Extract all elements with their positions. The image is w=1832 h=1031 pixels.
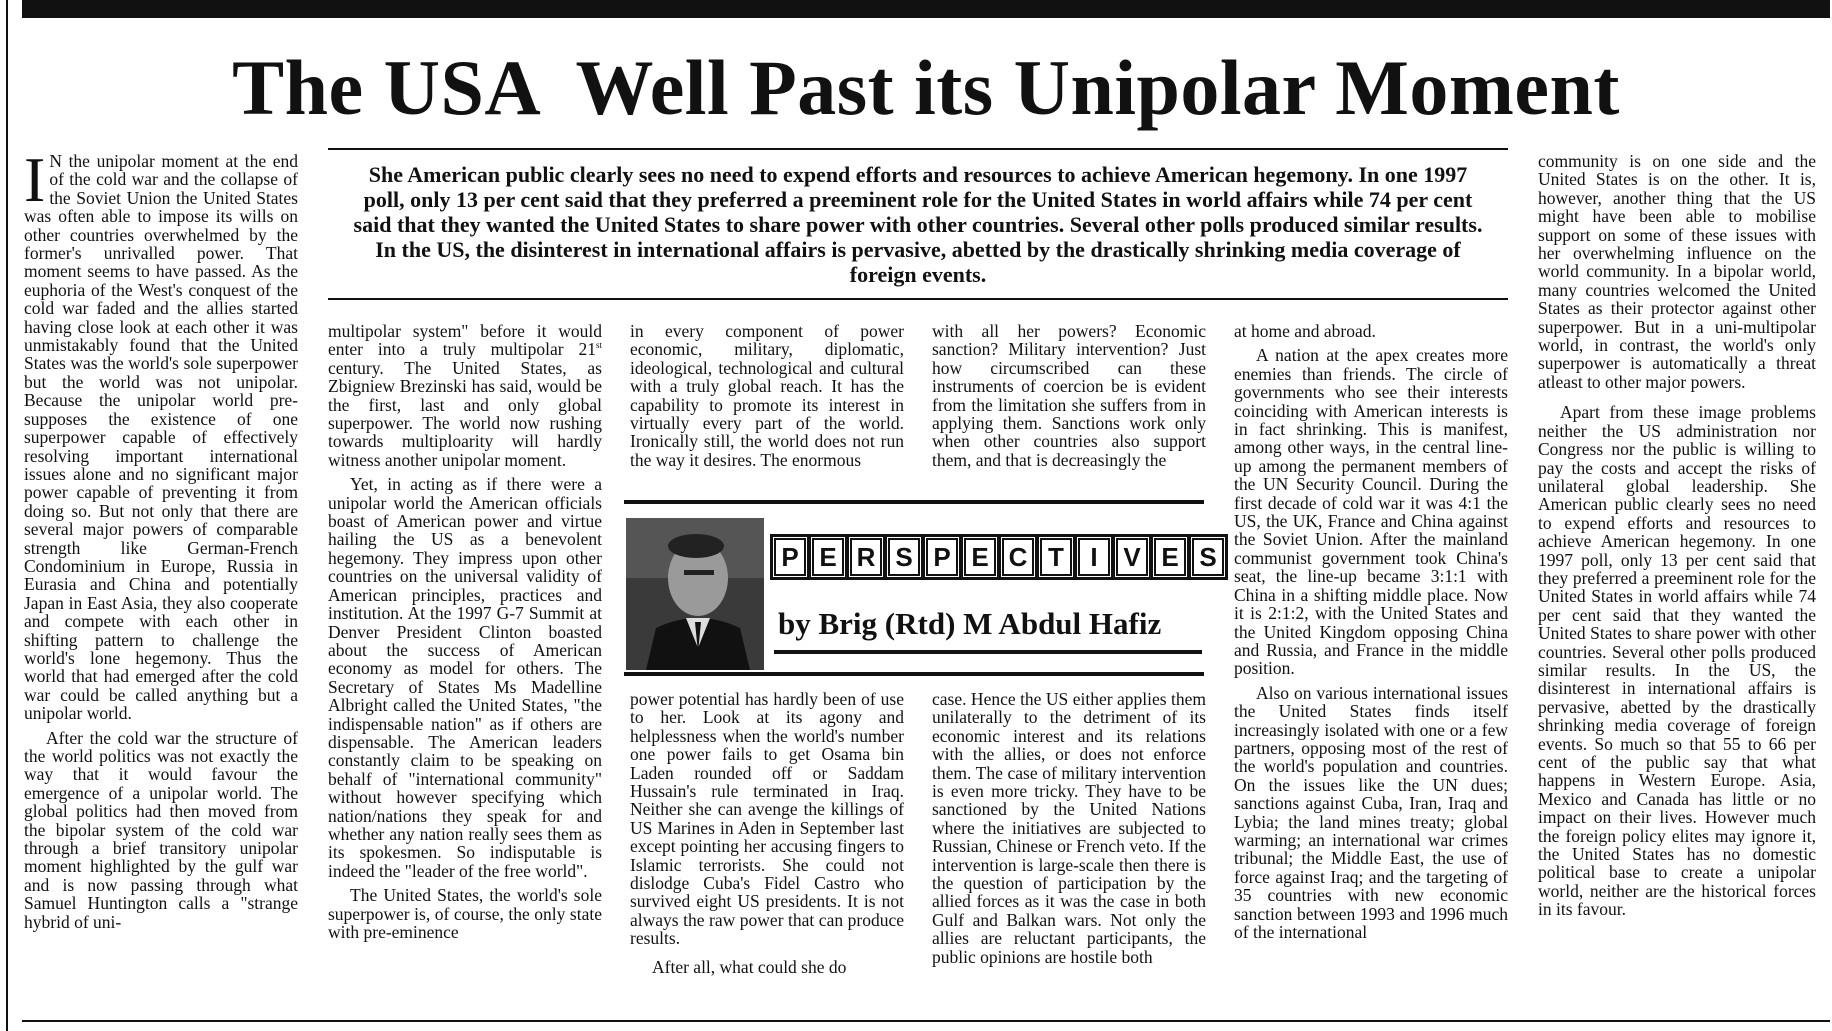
- author-photo: [626, 518, 764, 670]
- paragraph: Apart from these image problems neither the US administration nor Congress nor the public is willing to pay the costs and accept the risks of unilateral global leadership. She American public clearly sees no need to expend efforts and resources to achieve American hegemony. In one 1997 poll, only 13 per cent said that they preferred a preeminent role for the United States in world affairs while 74 per cent said that they wanted the United States to share power with other countries. Several other polls produced similar results. In the US, the disinterest in international affairs is pervasive, abetted by the drastically shrinking media coverage of foreign events. So much so that 55 to 66 per cent of the public say that what happens in Western Europe. Asia, Mexico and Canada has little or no impact on their lives. However much the foreign policy elites may ignore it, the United States has no domestic political base to create a unipolar world, neither are the historical forces in its favour.: [1538, 402, 1816, 920]
- paragraph: community is on one side and the United States is on the other. It is, however, another thing that the US might have been able to mobilise support on some of these issues with her overwhelming influence on the world community. In a bipolar world, many countries welcomed the United States as their protector against other superpower. But in a uni-multipolar world, in contrast, the world's only superpower is automatically a threat atleast to other major powers.: [1538, 152, 1816, 392]
- paragraph: N the unipolar moment at the end of the cold war and the collapse of the Soviet Union the United States was often able to impose its wills on other countries overwhelmed by the former's unrivalled power. That moment seems to have passed. As the euphoria of the West's conquest of the cold war faded and the allies started having close look at each other it was unmistakably found that the United States was the world's sole superpower but the world was not unipolar. Because the unipolar world pre-supposes the existence of one superpower capable of effectively resolving important international issues alone and no significant major power capable of preventing it from doing so. But not only that there are several major powers of comparable strength like German-French Condominium in Europe, Russia in Eurasia and China and potentially Japan in East Asia, they also cooperate and compete with each other in shifting pattern to challenge the world's lone hegemony. Thus the world that had emerged after the cold war could be called anything but a unipolar world.: [24, 152, 298, 724]
- section-letter: E: [1154, 538, 1186, 576]
- column-3-bottom: [630, 690, 904, 1014]
- section-letter: V: [1116, 538, 1148, 576]
- paragraph: century. The United States, as Zbigniew Brezinski has said, would be the first, last and only global superpower. The world now rushing towards multiploarity will hardly witness another unipolar moment.: [328, 357, 602, 470]
- page-left-rule: [6, 0, 8, 1031]
- top-bar: [22, 0, 1830, 18]
- section-letter: E: [964, 538, 996, 576]
- section-letter: P: [926, 538, 958, 576]
- paragraph: The United States, the world's sole superpower is, of course, the only state with pre-eminence: [328, 885, 602, 942]
- perspectives-title: [774, 538, 1230, 576]
- paragraph: with all her powers? Economic sanction? Military intervention? Just how circumscribed can these instruments of coercion be is evident from the limitation she suffers from in applying them. Sanctions work only when other countries also support them, and that is decreasingly the: [932, 322, 1206, 470]
- column-3-top: [630, 322, 904, 490]
- section-letter: C: [1002, 538, 1034, 576]
- drop-cap: I: [24, 152, 46, 215]
- byline-rule: [774, 650, 1202, 654]
- headline: The USA Well Past its Unipolar Moment: [232, 44, 1620, 131]
- paragraph: Yet, in acting as if there were a unipolar world the American officials boast of American power and virtue hailing the US as a benevolent hegemony. They impress upon other countries on the universal validity of American principles, practices and institution. At the 1997 G-7 Summit at Denver President Clinton boasted about the success of American economy as model for others. The Secretary of States Ms Madelline Albright called the United States, "the indispensable nation" as if others are dispensable. The American leaders constantly claim to be speaking on behalf of "international community" without however specifying which nation/nations they speak for and whether any nation really sees them as its spokesmen. So indisputable is indeed the "leader of the free world".: [328, 474, 602, 881]
- column-5: [1234, 322, 1508, 1014]
- column-1: [24, 152, 298, 1014]
- paragraph: case. Hence the US either applies them unilaterally to the detriment of its economic interest and its relations with the allies, or does not enforce them. The case of military intervention is even more tricky. They have to be sanctioned by the United Nations where the initiatives are subjected to Russian, Chinese or French veto. If the intervention is large-scale then there is the question of participation by the allied forces as it was the case in both Gulf and Balkan wars. Not only the allies are reluctant participants, the public opinions are hostile both: [932, 690, 1206, 967]
- paragraph: A nation at the apex creates more enemies than friends. The circle of governments who see their interests coinciding with American interests is in fact shrinking. This is manifest, among other ways, in the central line-up among the permanent members of the UN Security Council. During the first decade of cold war it was 4:1 the US, the UK, France and China against the Soviet Union. After the mainland communist government took China's seat, the line-up became 3:1:1 with China in a shifting middle place. Now it is 2:1:2, with the United States and the United Kingdom opposing China and Russia, and France in the middle position.: [1234, 345, 1508, 679]
- paragraph: Also on various international issues the United States finds itself increasingly isolated with one or a few partners, opposing most of the rest of the world's population and countries. On the issues like the UN dues; sanctions against Cuba, Iran, Iraq and Lybia; the land mines treaty; global warming; an international war crimes tribunal; the Middle East, the use of force against Iraq; and the targeting of 35 countries with new economic sanction between 1993 and 1996 much of the international: [1234, 682, 1508, 942]
- superscript: st: [595, 340, 602, 351]
- section-letter: P: [774, 538, 806, 576]
- standfirst: She American public clearly sees no need to expend efforts and resources to achieve American hegemony. In one 1997 poll, only 13 per cent said that they preferred a preeminent role for the United States in world affairs while 74 per cent said that they wanted the United States to share power with other countries. Several other polls produced similar results. In the US, the disinterest in international affairs is pervasive, abetted by the drastically shrinking media coverage of foreign events.: [328, 148, 1508, 300]
- author-portrait-icon: [626, 518, 764, 670]
- section-letter: S: [888, 538, 920, 576]
- column-6: [1538, 152, 1816, 1014]
- paragraph: at home and abroad.: [1234, 322, 1376, 341]
- paragraph: After all, what could she do: [652, 956, 847, 977]
- column-4-top: [932, 322, 1206, 490]
- section-letter: R: [850, 538, 882, 576]
- byline: by Brig (Rtd) M Abdul Hafiz: [778, 606, 1162, 641]
- section-letter: E: [812, 538, 844, 576]
- column-4-bottom: [932, 690, 1206, 1014]
- column-2: [328, 322, 602, 1014]
- paragraph: After the cold war the structure of the world politics was not exactly the way that it would favour the emergence of a unipolar world. The global politics had then moved from the bipolar system of the cold war through a brief transitory unipolar moment highlighted by the gulf war and is now passing through what Samuel Huntington calls a "strange hybrid of uni-: [24, 727, 298, 932]
- section-letter: I: [1078, 538, 1110, 576]
- paragraph: power potential has hardly been of use to her. Look at its agony and helplessness when the world's number one power fails to get Osama bin Laden rounded off or Saddam Hussain's rule terminated in Iraq. Neither she can avenge the killings of US Marines in Aden in September last except pointing her accusing fingers to Islamic terrorists. She could not dislodge Cuba's Fidel Castro who survived eight US presidents. It is not always the raw power that can produce results.: [630, 690, 904, 949]
- paragraph: multipolar system" before it would enter into a truly multipolar 21: [328, 322, 602, 360]
- paragraph: in every component of power economic, military, diplomatic, ideological, technological and cultural with a truly global reach. It has the capability to promote its interest in virtually every part of the world. Ironically still, the world does not run the way it desires. The enormous: [630, 322, 904, 470]
- perspectives-feature-box: [624, 500, 1217, 676]
- section-letter: T: [1040, 538, 1072, 576]
- bottom-rule: [22, 1020, 1830, 1022]
- section-letter: S: [1192, 538, 1224, 576]
